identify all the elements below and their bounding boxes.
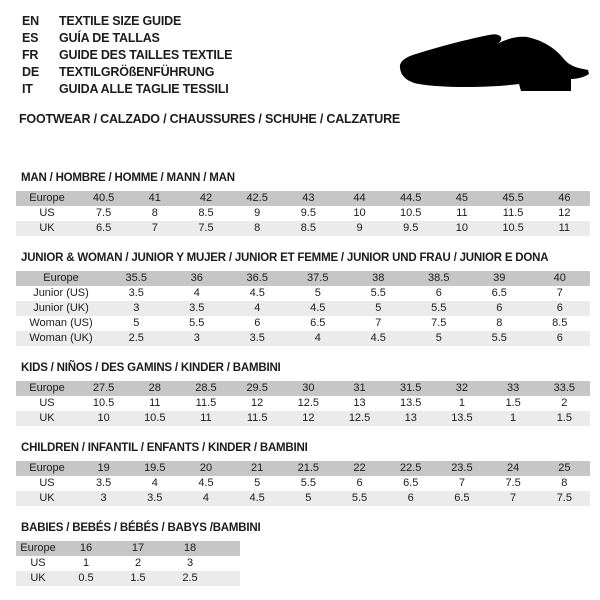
size-value: 8 xyxy=(496,317,503,329)
size-value: 33.5 xyxy=(553,382,576,394)
size-value: 2 xyxy=(134,557,142,569)
size-value: 10.5 xyxy=(502,222,524,234)
size-value: 6.5 xyxy=(403,477,419,489)
size-value: 3 xyxy=(133,302,140,314)
size-value: 22.5 xyxy=(400,462,422,474)
size-value: 5 xyxy=(435,332,442,344)
language-title: GUIDA ALLE TAGLIE TESSILI xyxy=(59,82,229,96)
table-row xyxy=(16,301,590,316)
size-value: 36 xyxy=(190,272,203,284)
table-row xyxy=(16,476,590,491)
size-value: 9 xyxy=(356,222,363,234)
size-value: 9 xyxy=(254,207,261,219)
size-value: 5.5 xyxy=(351,492,368,504)
size-value: 6 xyxy=(556,332,563,344)
size-value: 4.5 xyxy=(249,287,265,299)
size-value: 1 xyxy=(82,557,90,569)
size-value: 4 xyxy=(254,302,261,314)
size-section xyxy=(16,362,600,426)
size-value: 42 xyxy=(199,192,213,204)
size-value: 44.5 xyxy=(400,192,422,204)
row-label: Europe xyxy=(43,272,79,284)
size-value: 4.5 xyxy=(310,302,326,314)
size-value: 1.5 xyxy=(505,397,521,409)
table-row xyxy=(16,331,590,346)
size-value: 7 xyxy=(151,222,158,234)
size-value: 6 xyxy=(435,287,442,299)
size-value: 4 xyxy=(314,332,321,344)
row-label: Junior (UK) xyxy=(33,302,89,314)
size-value: 9.5 xyxy=(403,222,419,234)
table-row xyxy=(16,381,590,396)
size-value: 13.5 xyxy=(451,412,473,424)
table-row xyxy=(16,286,590,301)
language-code: DE xyxy=(22,65,39,79)
size-value: 27.5 xyxy=(92,382,115,394)
size-value: 7.5 xyxy=(198,222,214,234)
size-table xyxy=(16,461,590,506)
size-value: 12 xyxy=(558,207,571,219)
size-value: 13.5 xyxy=(400,397,422,409)
size-value: 5.5 xyxy=(491,332,507,344)
size-section xyxy=(16,252,600,346)
size-table xyxy=(16,381,590,426)
table-row xyxy=(16,221,590,236)
size-value: 7.5 xyxy=(95,207,112,219)
category-line: FOOTWEAR / CALZADO / CHAUSSURES / SCHUHE / CALZATURE xyxy=(19,112,401,126)
size-value: 6 xyxy=(356,477,363,489)
size-value: 3.5 xyxy=(95,477,112,489)
size-value: 4 xyxy=(151,477,158,489)
size-value: 5 xyxy=(305,492,312,504)
size-value: 3 xyxy=(100,492,107,504)
size-value: 7 xyxy=(556,287,563,299)
section-title: KIDS / NIÑOS / DES GAMINS / KINDER / BAMBINI xyxy=(21,362,281,374)
row-label: UK xyxy=(39,492,55,504)
size-value: 24 xyxy=(506,462,520,474)
size-value: 5.5 xyxy=(300,477,316,489)
filler-cell xyxy=(216,556,240,571)
language-title: TEXTILGRÖßENFÜHRUNG xyxy=(59,65,215,79)
size-value: 12 xyxy=(302,412,315,424)
size-value: 46 xyxy=(558,192,571,204)
size-table xyxy=(16,191,590,236)
row-label: US xyxy=(39,477,55,489)
size-value: 36.5 xyxy=(246,272,268,284)
row-label: UK xyxy=(39,222,55,234)
size-value: 6.5 xyxy=(310,317,326,329)
section-title: BABIES / BEBÉS / BÉBÉS / BABYS /BAMBINI xyxy=(21,522,261,534)
size-value: 43 xyxy=(302,192,315,204)
size-value: 4 xyxy=(193,287,200,299)
size-value: 6.5 xyxy=(491,287,507,299)
size-value: 5 xyxy=(375,302,382,314)
size-value: 6.5 xyxy=(454,492,470,504)
size-value: 11 xyxy=(456,207,468,219)
size-tables xyxy=(16,172,600,586)
size-value: 6.5 xyxy=(95,222,112,234)
size-value: 0.5 xyxy=(78,572,94,584)
row-label: Europe xyxy=(29,382,65,394)
size-section xyxy=(16,522,600,586)
size-table xyxy=(16,541,240,586)
size-value: 17 xyxy=(131,542,145,554)
size-table xyxy=(16,271,590,346)
size-value: 11 xyxy=(200,412,212,424)
table-row xyxy=(16,271,590,286)
size-section xyxy=(16,172,600,236)
size-value: 28 xyxy=(148,382,161,394)
size-value: 8 xyxy=(254,222,261,234)
row-label: Europe xyxy=(20,542,56,554)
size-value: 32 xyxy=(455,382,469,394)
size-value: 10 xyxy=(455,222,469,234)
size-value: 2.5 xyxy=(128,332,144,344)
size-value: 12 xyxy=(251,397,264,409)
language-title: TEXTILE SIZE GUIDE xyxy=(59,14,182,28)
size-value: 3.5 xyxy=(189,302,205,314)
size-value: 1 xyxy=(510,412,517,424)
row-label: US xyxy=(39,397,55,409)
size-value: 39 xyxy=(493,272,506,284)
row-label: Europe xyxy=(29,192,65,204)
size-value: 10 xyxy=(97,412,110,424)
size-value: 30 xyxy=(302,382,315,394)
size-value: 5.5 xyxy=(431,302,447,314)
size-value: 19.5 xyxy=(144,462,166,474)
size-value: 18 xyxy=(183,542,197,554)
size-value: 16 xyxy=(79,542,93,554)
size-value: 2 xyxy=(561,397,568,409)
row-label: Europe xyxy=(29,462,65,474)
section-title: MAN / HOMBRE / HOMME / MANN / MAN xyxy=(21,172,235,184)
size-value: 38.5 xyxy=(428,272,450,284)
row-label: Woman (US) xyxy=(29,317,93,329)
size-value: 10.5 xyxy=(92,397,115,409)
size-value: 28.5 xyxy=(195,382,217,394)
table-row xyxy=(16,411,590,426)
size-value: 5 xyxy=(133,317,140,329)
size-value: 45.5 xyxy=(502,192,524,204)
size-section xyxy=(16,442,600,506)
size-value: 25 xyxy=(558,462,571,474)
size-value: 4.5 xyxy=(249,492,265,504)
size-value: 29.5 xyxy=(246,382,268,394)
size-value: 7.5 xyxy=(431,317,447,329)
size-value: 3 xyxy=(186,557,194,569)
size-value: 13 xyxy=(353,397,366,409)
size-value: 11.5 xyxy=(195,397,217,409)
language-code: EN xyxy=(22,14,39,28)
table-row xyxy=(16,556,240,571)
size-value: 7 xyxy=(458,477,465,489)
size-value: 6 xyxy=(254,317,261,329)
size-value: 31 xyxy=(353,382,366,394)
size-value: 11.5 xyxy=(246,412,268,424)
size-value: 10.5 xyxy=(400,207,422,219)
size-value: 9.5 xyxy=(300,207,316,219)
size-value: 3 xyxy=(193,332,200,344)
size-value: 11.5 xyxy=(502,207,524,219)
language-code: IT xyxy=(22,82,33,96)
language-row xyxy=(22,13,600,30)
table-row xyxy=(16,571,240,586)
size-value: 4.5 xyxy=(370,332,386,344)
size-value: 8 xyxy=(151,207,158,219)
table-row xyxy=(16,191,590,206)
size-value: 8.5 xyxy=(300,222,316,234)
size-value: 10 xyxy=(353,207,366,219)
size-value: 7 xyxy=(375,317,382,329)
size-value: 31.5 xyxy=(400,382,422,394)
size-value: 5 xyxy=(314,287,321,299)
size-value: 4 xyxy=(202,492,210,504)
size-value: 5.5 xyxy=(370,287,386,299)
size-value: 21.5 xyxy=(297,462,320,474)
size-value: 8.5 xyxy=(198,207,214,219)
row-label: US xyxy=(39,207,55,219)
size-value: 10.5 xyxy=(144,412,166,424)
filler-cell xyxy=(216,541,240,556)
size-value: 3.5 xyxy=(128,287,144,299)
row-label: Woman (UK) xyxy=(29,332,93,344)
size-value: 11 xyxy=(149,397,161,409)
size-value: 1 xyxy=(458,397,465,409)
table-row xyxy=(16,206,590,221)
size-value: 21 xyxy=(251,462,264,474)
size-value: 8.5 xyxy=(552,317,568,329)
size-value: 7 xyxy=(510,492,517,504)
size-value: 3.5 xyxy=(147,492,163,504)
size-value: 22 xyxy=(353,462,366,474)
size-value: 19 xyxy=(97,462,110,474)
section-title: JUNIOR & WOMAN / JUNIOR Y MUJER / JUNIOR ET FEMME / JUNIOR UND FRAU / JUNIOR E DONA xyxy=(21,252,549,264)
size-value: 37.5 xyxy=(307,272,329,284)
size-value: 12.5 xyxy=(348,412,371,424)
size-value: 11 xyxy=(558,222,571,234)
section-title: CHILDREN / INFANTIL / ENFANTS / KINDER / BAMBINI xyxy=(21,442,308,454)
size-value: 41 xyxy=(148,192,161,204)
language-title: GUIDE DES TAILLES TEXTILE xyxy=(59,48,233,62)
size-value: 33 xyxy=(506,382,520,394)
size-value: 8 xyxy=(561,477,568,489)
size-value: 23.5 xyxy=(451,462,473,474)
table-row xyxy=(16,491,590,506)
size-value: 7.5 xyxy=(505,477,521,489)
size-value: 6 xyxy=(496,302,503,314)
size-value: 2.5 xyxy=(182,572,198,584)
language-code: ES xyxy=(22,31,39,45)
row-label: UK xyxy=(39,412,55,424)
dress-shoe-icon xyxy=(399,33,589,93)
size-value: 44 xyxy=(353,192,366,204)
size-value: 13 xyxy=(404,412,417,424)
filler-cell xyxy=(216,571,240,586)
size-value: 38 xyxy=(372,272,385,284)
size-value: 7.5 xyxy=(556,492,572,504)
size-value: 45 xyxy=(455,192,469,204)
table-row xyxy=(16,396,590,411)
size-value: 3.5 xyxy=(249,332,265,344)
size-value: 40 xyxy=(553,272,566,284)
size-value: 1.5 xyxy=(130,572,146,584)
size-value: 42.5 xyxy=(246,192,268,204)
size-value: 6 xyxy=(407,492,414,504)
row-label: UK xyxy=(30,572,46,584)
row-label: Junior (US) xyxy=(33,287,89,299)
size-value: 35.5 xyxy=(125,272,147,284)
table-row xyxy=(16,316,590,331)
size-value: 20 xyxy=(199,462,213,474)
size-value: 6 xyxy=(556,302,563,314)
language-code: FR xyxy=(22,48,39,62)
table-row xyxy=(16,461,590,476)
size-value: 5.5 xyxy=(189,317,205,329)
language-title: GUÍA DE TALLAS xyxy=(59,31,160,45)
size-value: 12.5 xyxy=(297,397,320,409)
size-value: 40.5 xyxy=(92,192,115,204)
table-row xyxy=(16,541,240,556)
size-value: 4.5 xyxy=(198,477,214,489)
size-value: 1.5 xyxy=(556,412,572,424)
row-label: US xyxy=(30,557,46,569)
size-value: 5 xyxy=(254,477,261,489)
